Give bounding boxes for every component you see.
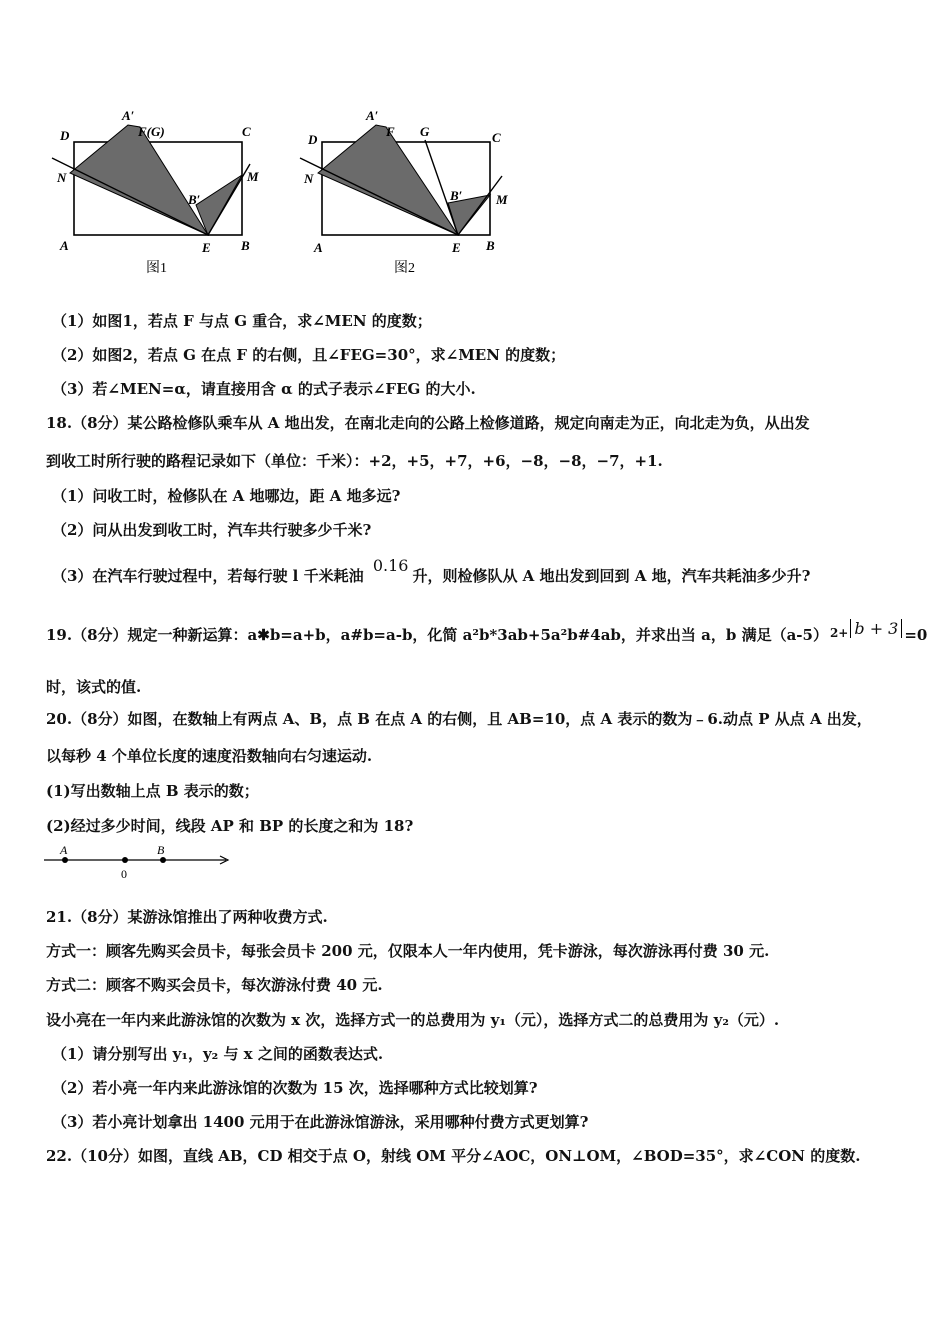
label-d: D: [308, 132, 318, 147]
q18-part3-post: 升，则检修队从 A 地出发到回到 A 地，汽车共耗油多少升?: [412, 567, 811, 585]
q21-stem: 21.（8分）某游泳馆推出了两种收费方式.: [46, 908, 328, 926]
q18-part3: [52, 556, 811, 586]
label-f: F: [386, 124, 395, 139]
point-a: [62, 857, 68, 863]
q22-stem: 22.（10分）如图，直线 AB，CD 相交于点 O，射线 OM 平分∠AOC，ON⊥OM，∠BOD=35°，求∠CON 的度数.: [46, 1147, 861, 1165]
label-c: C: [492, 130, 501, 145]
label-m: M: [496, 192, 508, 207]
q21-method1: 方式一：顾客先购买会员卡，每张会员卡 200 元，仅限本人一年内使用，凭卡游泳，每次游泳再付费 30 元.: [46, 942, 770, 960]
label-b: B: [486, 238, 495, 253]
q18-part2: （2）问从出发到收工时，汽车共行驶多少千米?: [52, 521, 372, 539]
q21-method2: 方式二：顾客不购买会员卡，每次游泳付费 40 元.: [46, 976, 383, 994]
q17-part2: （2）如图2，若点 G 在点 F 的右侧，且∠FEG=30°，求∠MEN 的度数；: [52, 346, 566, 364]
q21-part3: （3）若小亮计划拿出 1400 元用于在此游泳馆游泳，采用哪种付费方式更划算?: [52, 1113, 589, 1131]
label-b-prime: B′: [450, 188, 463, 203]
point-b: [160, 857, 166, 863]
label-d: D: [60, 128, 70, 143]
label-e: E: [452, 240, 461, 255]
figure-1: [40, 100, 280, 280]
label-e: E: [202, 240, 211, 255]
label-n: N: [57, 170, 67, 185]
q21-part1: （1）请分别写出 y₁，y₂ 与 x 之间的函数表达式.: [52, 1045, 384, 1063]
label-c: C: [242, 124, 251, 139]
label-b-prime: B′: [188, 192, 201, 207]
label-b: B: [241, 238, 250, 253]
q18-part1: （1）问收工时，检修队在 A 地哪边，距 A 地多远?: [52, 487, 401, 505]
q18-stem-line2: 到收工时所行驶的路程记录如下（单位：千米）：+2，+5，+7，+6，−8，−8，−7，+1.: [46, 452, 663, 470]
q21-setup: 设小亮在一年内来此游泳馆的次数为 x 次，选择方式一的总费用为 y₁（元），选择方式二的总费用为 y₂（元）.: [46, 1011, 780, 1029]
label-fg: F(G): [138, 124, 165, 139]
q19-stem-post: =0: [904, 626, 928, 644]
label-a: A: [60, 238, 69, 253]
q19-stem-line1: [46, 619, 928, 645]
q17-part3: （3）若∠MEN=α，请直接用含 α 的式子表示∠FEG 的大小.: [52, 380, 476, 398]
q20-stem-line1: 20.（8分）如图，在数轴上有两点 A、B，点 B 在点 A 的右侧，且 AB=10，点 A 表示的数为﹣6.动点 P 从点 A 出发，: [46, 710, 872, 728]
q21-part2: （2）若小亮一年内来此游泳馆的次数为 15 次，选择哪种方式比较划算?: [52, 1079, 538, 1097]
label-n: N: [304, 171, 314, 186]
label-g: G: [420, 124, 430, 139]
q20-part2: (2)经过多少时间，线段 AP 和 BP 的长度之和为 18?: [46, 817, 414, 835]
figure-1-caption: 图1: [146, 261, 167, 276]
label-zero: 0: [121, 867, 127, 881]
q18-fuel-value: 0.16: [372, 556, 409, 575]
q19-stem-pre: 19.（8分）规定一种新运算：a✱b=a+b，a#b=a-b，化简 a²b*3ab+5a²b#4ab，并求出当 a，b 满足（a-5）: [46, 626, 828, 644]
q18-part3-pre: （3）在汽车行驶过程中，若每行驶 l 千米耗油: [52, 567, 364, 585]
q17-part1: （1）如图1，若点 F 与点 G 重合，求∠MEN 的度数；: [52, 312, 432, 330]
label-m: M: [247, 169, 259, 184]
label-a-prime: A′: [366, 108, 379, 123]
label-a: A: [60, 843, 68, 857]
number-line: [40, 840, 240, 884]
label-a: A: [314, 240, 323, 255]
figure-2: [290, 100, 530, 280]
q19-stem-line2: 时，该式的值.: [46, 678, 142, 696]
label-a-prime: A′: [122, 108, 135, 123]
q20-stem-line2: 以每秒 4 个单位长度的速度沿数轴向右匀速运动.: [46, 747, 373, 765]
figure-2-caption: 图2: [394, 261, 415, 276]
q19-abs-value: b + 3: [850, 619, 902, 638]
q19-sup: 2+: [829, 626, 849, 640]
point-zero: [122, 857, 128, 863]
q20-part1: (1)写出数轴上点 B 表示的数；: [46, 782, 259, 800]
q18-stem-line1: 18.（8分）某公路检修队乘车从 A 地出发，在南北走向的公路上检修道路，规定向南走为正，向北走为负，从出发: [46, 414, 810, 432]
label-b: B: [157, 843, 165, 857]
